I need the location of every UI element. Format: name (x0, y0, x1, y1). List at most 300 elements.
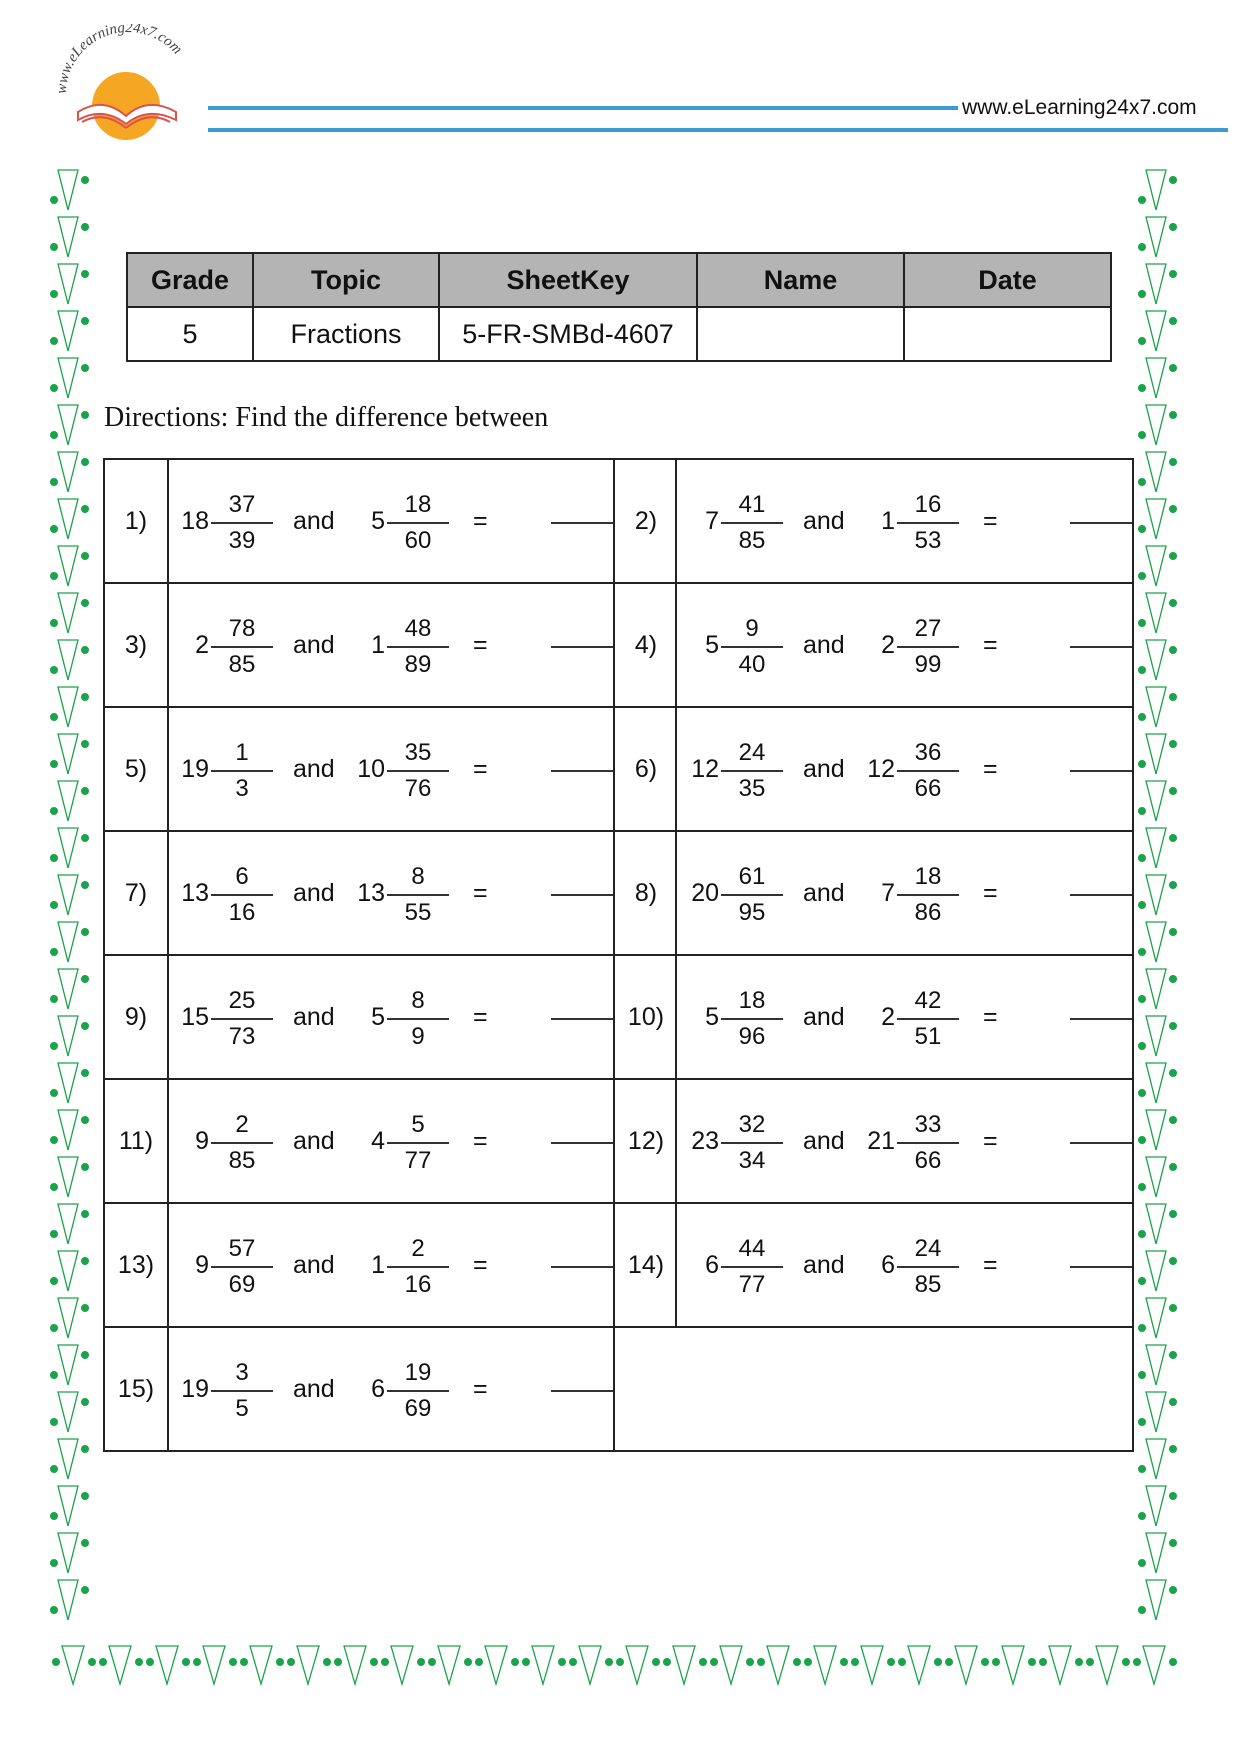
denominator: 34 (738, 1147, 766, 1174)
problem-row (105, 956, 1132, 1080)
dot-ornament (1169, 646, 1177, 654)
denominator: 35 (738, 775, 766, 802)
decorative-border-bottom (48, 1640, 1188, 1690)
problem-label: 10) (627, 1003, 665, 1031)
dot-ornament (50, 713, 58, 721)
dot-ornament (50, 1559, 58, 1567)
whole-number: 15 (181, 1003, 209, 1031)
dot-ornament (81, 881, 89, 889)
answer-line[interactable] (551, 894, 613, 896)
dot-ornament (50, 1512, 58, 1520)
dot-ornament (81, 1069, 89, 1077)
and-connector: and (293, 631, 335, 659)
topic-value: Fractions (253, 307, 439, 361)
denominator: 16 (404, 1271, 432, 1298)
whole-number: 23 (691, 1127, 719, 1155)
triangle-ornament (1146, 217, 1166, 257)
dot-ornament (1138, 384, 1146, 392)
problem-row (105, 1204, 1132, 1328)
dot-ornament (52, 1658, 60, 1666)
dot-ornament (1169, 1069, 1177, 1077)
dot-ornament (81, 223, 89, 231)
dot-ornament (1169, 1257, 1177, 1265)
denominator: 51 (914, 1023, 942, 1050)
dot-ornament (1169, 223, 1177, 231)
triangle-ornament (1146, 781, 1166, 821)
dot-ornament (1138, 478, 1146, 486)
fraction-bar (721, 1142, 783, 1144)
equals-sign: = (473, 1251, 488, 1279)
problem-row (105, 460, 1132, 584)
fraction (721, 738, 783, 804)
dot-ornament (276, 1658, 284, 1666)
dot-ornament (81, 834, 89, 842)
triangle-ornament (1146, 358, 1166, 398)
dot-ornament (605, 1658, 613, 1666)
denominator: 85 (228, 651, 256, 678)
fraction (211, 986, 273, 1052)
equals-sign: = (473, 879, 488, 907)
dot-ornament (1138, 1559, 1146, 1567)
dot-ornament (287, 1658, 295, 1666)
triangle-ornament (1146, 922, 1166, 962)
denominator: 73 (228, 1023, 256, 1050)
dot-ornament (81, 317, 89, 325)
dot-ornament (804, 1658, 812, 1666)
triangle-ornament (203, 1646, 225, 1684)
problem-label: 4) (634, 631, 658, 659)
equals-sign: = (473, 755, 488, 783)
fraction-bar (387, 770, 449, 772)
grade-value: 5 (127, 307, 253, 361)
dot-ornament (1169, 740, 1177, 748)
denominator: 76 (404, 775, 432, 802)
dot-ornament (757, 1658, 765, 1666)
answer-line[interactable] (1070, 770, 1132, 772)
dot-ornament (1169, 1022, 1177, 1030)
whole-number: 2 (881, 631, 895, 659)
dot-ornament (1169, 411, 1177, 419)
answer-line[interactable] (551, 1390, 613, 1392)
whole-number: 19 (181, 1375, 209, 1403)
dot-ornament (81, 505, 89, 513)
dot-ornament (1138, 713, 1146, 721)
answer-line[interactable] (1070, 894, 1132, 896)
answer-line[interactable] (551, 770, 613, 772)
answer-line[interactable] (551, 522, 613, 524)
numerator: 78 (228, 615, 256, 642)
numerator: 24 (914, 1235, 942, 1262)
denominator: 86 (914, 899, 942, 926)
whole-number: 5 (705, 1003, 719, 1031)
dot-ornament (1138, 1277, 1146, 1285)
fraction (721, 1234, 783, 1300)
numerator: 37 (228, 491, 256, 518)
dot-ornament (50, 572, 58, 580)
numerator: 36 (914, 739, 942, 766)
triangle-ornament (1146, 1016, 1166, 1056)
whole-number: 2 (195, 631, 209, 659)
dot-ornament (50, 1606, 58, 1614)
triangle-ornament (58, 1533, 78, 1573)
denominator: 85 (738, 527, 766, 554)
dot-ornament (50, 1324, 58, 1332)
problem-row (105, 584, 1132, 708)
triangle-ornament (626, 1646, 648, 1684)
dot-ornament (1169, 834, 1177, 842)
dot-ornament (1138, 1042, 1146, 1050)
fraction-bar (387, 1018, 449, 1020)
triangle-ornament (1146, 1486, 1166, 1526)
fraction-bar (211, 894, 273, 896)
dot-ornament (616, 1658, 624, 1666)
numerator: 25 (228, 987, 256, 1014)
fraction (897, 738, 959, 804)
fraction (211, 738, 273, 804)
and-connector: and (803, 631, 845, 659)
dot-ornament (1169, 928, 1177, 936)
triangle-ornament (485, 1646, 507, 1684)
dot-ornament (81, 646, 89, 654)
dot-ornament (1138, 1371, 1146, 1379)
numerator: 18 (914, 863, 942, 890)
dot-ornament (135, 1658, 143, 1666)
whole-number: 7 (705, 507, 719, 535)
dot-ornament (1086, 1658, 1094, 1666)
fraction-bar (897, 770, 959, 772)
triangle-ornament (1146, 1580, 1166, 1620)
dot-ornament (99, 1658, 107, 1666)
problem-cell (615, 1204, 1132, 1326)
dot-ornament (81, 1304, 89, 1312)
problem-label: 1) (124, 507, 148, 535)
and-connector: and (293, 507, 335, 535)
fraction-bar (721, 1266, 783, 1268)
triangle-ornament (58, 1298, 78, 1338)
fraction (387, 1110, 449, 1176)
equals-sign: = (473, 1127, 488, 1155)
dot-ornament (1138, 1183, 1146, 1191)
denominator: 66 (914, 1147, 942, 1174)
denominator: 89 (404, 651, 432, 678)
site-logo (48, 24, 208, 144)
fraction (897, 614, 959, 680)
dot-ornament (475, 1658, 483, 1666)
fraction-bar (721, 770, 783, 772)
dot-ornament (50, 1136, 58, 1144)
problem-cell (615, 460, 1132, 582)
whole-number: 6 (371, 1375, 385, 1403)
dot-ornament (381, 1658, 389, 1666)
dot-ornament (1138, 901, 1146, 909)
numerator: 57 (228, 1235, 256, 1262)
dot-ornament (81, 1586, 89, 1594)
dot-ornament (1039, 1658, 1047, 1666)
fraction (897, 1234, 959, 1300)
numerator: 3 (235, 1359, 249, 1386)
fraction (211, 862, 273, 928)
dot-ornament (1122, 1658, 1130, 1666)
answer-line[interactable] (1070, 1142, 1132, 1144)
denominator: 77 (738, 1271, 766, 1298)
dot-ornament (1169, 1398, 1177, 1406)
dot-ornament (1169, 552, 1177, 560)
problem-cell (105, 1080, 613, 1202)
triangle-ornament (58, 1251, 78, 1291)
header-topic: Topic (253, 253, 439, 307)
denominator: 5 (235, 1395, 249, 1422)
triangle-ornament (58, 1392, 78, 1432)
and-connector: and (293, 1251, 335, 1279)
numerator: 44 (738, 1235, 766, 1262)
dot-ornament (50, 525, 58, 533)
dot-ornament (50, 384, 58, 392)
triangle-ornament (344, 1646, 366, 1684)
fraction-bar (387, 646, 449, 648)
dot-ornament (1169, 1351, 1177, 1359)
triangle-ornament (58, 1486, 78, 1526)
denominator: 77 (404, 1147, 432, 1174)
numerator: 18 (738, 987, 766, 1014)
dot-ornament (1169, 881, 1177, 889)
numerator: 6 (235, 863, 249, 890)
denominator: 69 (228, 1271, 256, 1298)
triangle-ornament (58, 358, 78, 398)
denominator: 9 (411, 1023, 425, 1050)
numerator: 19 (404, 1359, 432, 1386)
whole-number: 20 (691, 879, 719, 907)
sheetkey-value: 5-FR-SMBd-4607 (439, 307, 697, 361)
dot-ornament (370, 1658, 378, 1666)
problem-label: 7) (124, 879, 148, 907)
problem-label: 12) (627, 1127, 665, 1155)
dot-ornament (1169, 1586, 1177, 1594)
fraction (387, 1358, 449, 1424)
triangle-ornament (1146, 687, 1166, 727)
dot-ornament (699, 1658, 707, 1666)
fraction (897, 986, 959, 1052)
triangle-ornament (1146, 1345, 1166, 1385)
dot-ornament (1169, 1163, 1177, 1171)
problem-cell (615, 956, 1132, 1078)
numerator: 18 (404, 491, 432, 518)
dot-ornament (146, 1658, 154, 1666)
dot-ornament (840, 1658, 848, 1666)
denominator: 96 (738, 1023, 766, 1050)
whole-number: 9 (195, 1251, 209, 1279)
dot-ornament (417, 1658, 425, 1666)
fraction (721, 1110, 783, 1176)
fraction-bar (387, 1142, 449, 1144)
equals-sign: = (983, 631, 998, 659)
fraction-bar (897, 894, 959, 896)
whole-number: 12 (867, 755, 895, 783)
dot-ornament (81, 599, 89, 607)
triangle-ornament (1143, 1646, 1165, 1684)
numerator: 61 (738, 863, 766, 890)
problem-label: 15) (117, 1375, 155, 1403)
dot-ornament (793, 1658, 801, 1666)
triangle-ornament (297, 1646, 319, 1684)
triangle-ornament (579, 1646, 601, 1684)
dot-ornament (323, 1658, 331, 1666)
dot-ornament (1138, 619, 1146, 627)
problem-cell (105, 1204, 613, 1326)
problem-label: 6) (634, 755, 658, 783)
problem-label: 14) (627, 1251, 665, 1279)
triangle-ornament (58, 1063, 78, 1103)
numerator: 8 (411, 987, 425, 1014)
fraction (211, 1234, 273, 1300)
answer-line[interactable] (551, 1266, 613, 1268)
dot-ornament (1138, 1136, 1146, 1144)
dot-ornament (1169, 693, 1177, 701)
triangle-ornament (58, 1204, 78, 1244)
fraction-bar (211, 1018, 273, 1020)
logo-text: www.eLearning24x7.com (53, 24, 185, 95)
whole-number: 21 (867, 1127, 895, 1155)
triangle-ornament (1146, 1392, 1166, 1432)
triangle-ornament (58, 311, 78, 351)
whole-number: 13 (181, 879, 209, 907)
dot-ornament (1169, 1116, 1177, 1124)
decorative-border-right (1136, 166, 1186, 1696)
problem-cell (105, 1328, 613, 1450)
triangle-ornament (1146, 452, 1166, 492)
dot-ornament (182, 1658, 190, 1666)
triangle-ornament (109, 1646, 131, 1684)
answer-line[interactable] (1070, 1018, 1132, 1020)
fraction-bar (897, 646, 959, 648)
dot-ornament (81, 1398, 89, 1406)
dot-ornament (1169, 599, 1177, 607)
dot-ornament (50, 948, 58, 956)
dot-ornament (50, 478, 58, 486)
triangle-ornament (1146, 1204, 1166, 1244)
triangle-ornament (58, 687, 78, 727)
problem-label: 8) (634, 879, 658, 907)
dot-ornament (1138, 995, 1146, 1003)
problem-cell (105, 584, 613, 706)
denominator: 39 (228, 527, 256, 554)
denominator: 95 (738, 899, 766, 926)
dot-ornament (746, 1658, 754, 1666)
fraction-bar (211, 1266, 273, 1268)
dot-ornament (50, 1465, 58, 1473)
dot-ornament (229, 1658, 237, 1666)
dot-ornament (50, 243, 58, 251)
dot-ornament (50, 1230, 58, 1238)
dot-ornament (1169, 1304, 1177, 1312)
and-connector: and (803, 1127, 845, 1155)
dot-ornament (1138, 243, 1146, 251)
whole-number: 1 (371, 631, 385, 659)
dot-ornament (50, 854, 58, 862)
problem-label: 2) (634, 507, 658, 535)
dot-ornament (1075, 1658, 1083, 1666)
date-field[interactable] (904, 307, 1111, 361)
problem-label: 13) (117, 1251, 155, 1279)
dot-ornament (50, 1042, 58, 1050)
dot-ornament (81, 1257, 89, 1265)
triangle-ornament (861, 1646, 883, 1684)
whole-number: 2 (881, 1003, 895, 1031)
fraction-bar (387, 894, 449, 896)
dot-ornament (887, 1658, 895, 1666)
triangle-ornament (58, 828, 78, 868)
dot-ornament (1169, 1658, 1177, 1666)
dot-ornament (1169, 458, 1177, 466)
dot-ornament (50, 337, 58, 345)
answer-line[interactable] (551, 1142, 613, 1144)
dot-ornament (334, 1658, 342, 1666)
triangle-ornament (58, 499, 78, 539)
triangle-ornament (58, 1110, 78, 1150)
dot-ornament (428, 1658, 436, 1666)
dot-ornament (851, 1658, 859, 1666)
equals-sign: = (473, 507, 488, 535)
and-connector: and (803, 507, 845, 535)
and-connector: and (803, 755, 845, 783)
answer-line[interactable] (551, 1018, 613, 1020)
answer-line[interactable] (551, 646, 613, 648)
dot-ornament (710, 1658, 718, 1666)
header-grade: Grade (127, 253, 253, 307)
fraction-bar (211, 1142, 273, 1144)
name-field[interactable] (697, 307, 904, 361)
fraction-bar (721, 646, 783, 648)
triangle-ornament (1146, 1251, 1166, 1291)
problem-cell (615, 584, 1132, 706)
dot-ornament (1138, 854, 1146, 862)
whole-number: 13 (357, 879, 385, 907)
answer-line[interactable] (1070, 522, 1132, 524)
dot-ornament (1138, 1418, 1146, 1426)
fraction (721, 490, 783, 556)
dot-ornament (1133, 1658, 1141, 1666)
dot-ornament (81, 693, 89, 701)
numerator: 32 (738, 1111, 766, 1138)
fraction (897, 1110, 959, 1176)
dot-ornament (1138, 290, 1146, 298)
numerator: 35 (404, 739, 432, 766)
triangle-ornament (58, 969, 78, 1009)
dot-ornament (1169, 1539, 1177, 1547)
header-name: Name (697, 253, 904, 307)
fraction (211, 614, 273, 680)
equals-sign: = (983, 879, 998, 907)
triangle-ornament (58, 1157, 78, 1197)
fraction (721, 614, 783, 680)
dot-ornament (81, 787, 89, 795)
answer-line[interactable] (1070, 1266, 1132, 1268)
denominator: 40 (738, 651, 766, 678)
column-divider (613, 1328, 615, 1452)
dot-ornament (522, 1658, 530, 1666)
problem-label: 5) (124, 755, 148, 783)
fraction-bar (721, 894, 783, 896)
answer-line[interactable] (1070, 646, 1132, 648)
dot-ornament (88, 1658, 96, 1666)
whole-number: 12 (691, 755, 719, 783)
dot-ornament (652, 1658, 660, 1666)
dot-ornament (558, 1658, 566, 1666)
triangle-ornament (58, 452, 78, 492)
numerator: 48 (404, 615, 432, 642)
dot-ornament (50, 1371, 58, 1379)
fraction (211, 1358, 273, 1424)
problem-row (105, 1328, 1132, 1452)
